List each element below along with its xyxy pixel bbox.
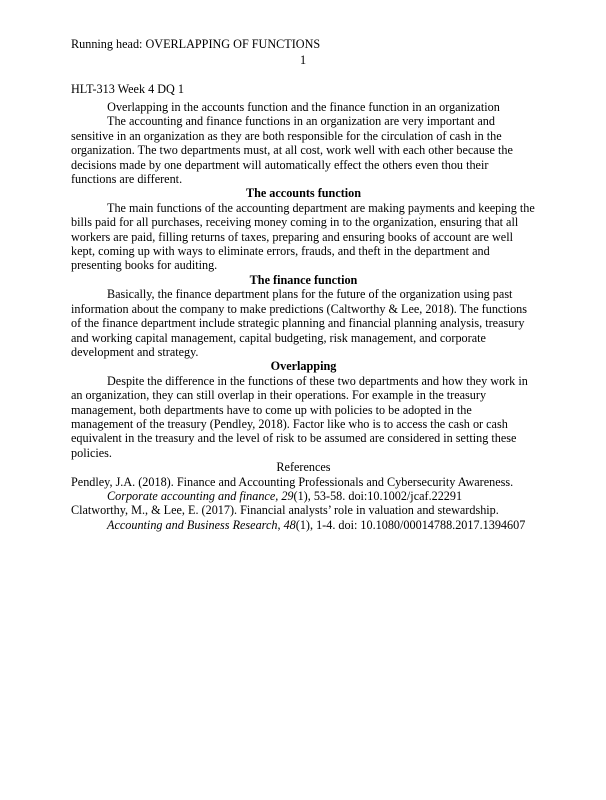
section-heading-finance: The finance function	[249, 272, 358, 287]
references-heading: References	[276, 460, 331, 475]
reference-text: ,	[277, 517, 284, 532]
course-label: HLT-313 Week 4 DQ 1	[71, 82, 184, 96]
reference-text: (1), 1-4. doi: 10.1080/00014788.2017.1394607	[295, 517, 526, 532]
running-head: Running head: OVERLAPPING OF FUNCTIONS	[71, 37, 321, 51]
reference-item	[71, 503, 536, 532]
document-body	[71, 100, 536, 532]
reference-text: (1), 53-58. doi:10.1002/jcaf.22291	[293, 488, 463, 503]
reference-text: Clatworthy, M., & Lee, E. (2017). Financial analysts’ role in valuation and stewardship.	[71, 503, 499, 518]
page-number: 1	[300, 53, 307, 67]
reference-source: Corporate accounting and finance, 29	[107, 488, 294, 503]
section-paragraph-overlapping: Despite the difference in the functions of these two departments and how they work in an organization, they can still overlap in their operations. For example in the treasury management, both departments have to come up with policies to be adopted in the management of the treasury (Pendley, 2018). Factor like who is to access the cash or cash equivalent in the treasury and the level of risk to be assumed are considered in setting these policies.	[71, 373, 528, 460]
reference-item	[71, 475, 536, 504]
section-paragraph-accounts: The main functions of the accounting department are making payments and keeping the bills paid for all purchases, receiving money coming in to the organization, ensuring that all workers are paid, filling returns of taxes, preparing and ensuring books of account are well kept, coming up with ways to eliminate errors, frauds, and theft in the department and presenting books for auditing.	[71, 200, 535, 273]
section-heading-overlapping: Overlapping	[270, 359, 337, 374]
section-heading-accounts: The accounts function	[245, 186, 362, 201]
reference-text: Pendley, J.A. (2018). Finance and Accounting Professionals and Cybersecurity Awareness.	[71, 474, 514, 489]
reference-source: Accounting and Business Research	[107, 517, 278, 532]
section-paragraph-finance: Basically, the finance department plans for the future of the organization using past information about the company to make predictions (Caltworthy & Lee, 2018). The functions of the finance department include strategic planning and financial planning analysis, treasury and working capital management, capital budgeting, risk management, and corporate development and strategy.	[71, 287, 528, 359]
intro-paragraph: The accounting and finance functions in an organization are very important and sensitive in an organization as they are both responsible for the circulation of cash in the organization. The two departments must, at all cost, work well with each other because the decisions made by one department will automatically effect the others even thou their functions are different.	[71, 114, 513, 187]
reference-volume: 48	[283, 517, 296, 532]
document-title: Overlapping in the accounts function and the finance function in an organization	[107, 100, 500, 114]
